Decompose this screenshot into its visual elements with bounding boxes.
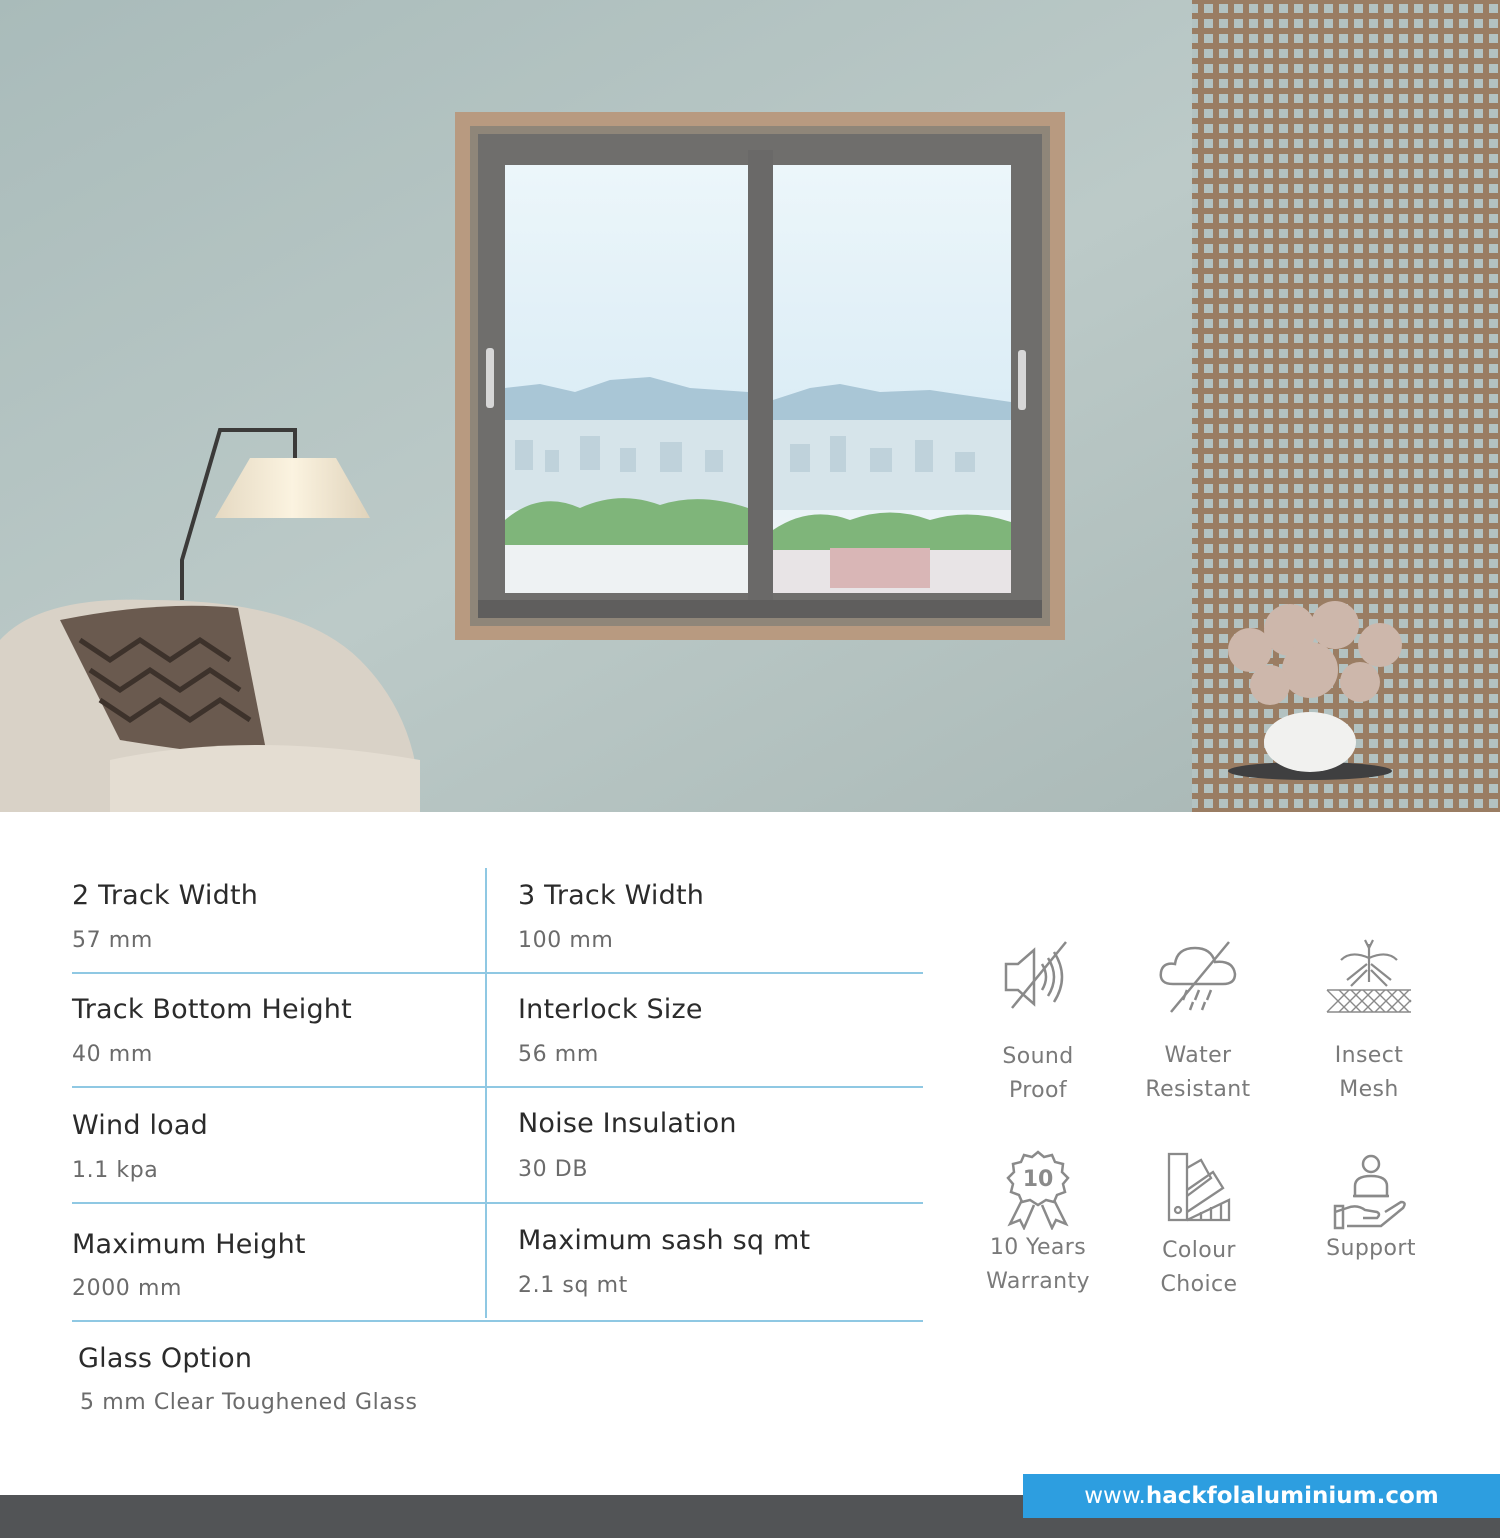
spec-title: Wind load	[72, 1110, 208, 1141]
water-resistant-icon	[1153, 938, 1243, 1016]
feature-label: Proof	[1008, 1078, 1068, 1103]
url-prefix: www.	[1084, 1483, 1146, 1509]
feature-label: Warranty	[986, 1269, 1090, 1294]
support-hand-icon	[1331, 1150, 1411, 1230]
spec-title: 2 Track Width	[72, 880, 259, 911]
feature-label: Insect	[1334, 1043, 1404, 1068]
spec-value: 2.1 sq mt	[518, 1273, 628, 1298]
sound-proof-icon	[996, 938, 1080, 1016]
feature-label: Choice	[1160, 1272, 1238, 1297]
website-url[interactable]	[1023, 1474, 1500, 1518]
spec-value: 2000 mm	[72, 1276, 183, 1301]
feature-sound-proof	[963, 938, 1113, 1108]
feature-insect-mesh	[1294, 936, 1444, 1107]
colour-swatch-icon	[1161, 1150, 1237, 1226]
column-divider	[485, 868, 487, 1318]
spec-value: 1.1 kpa	[72, 1158, 159, 1183]
feature-water-resistant	[1123, 938, 1273, 1107]
vase	[1264, 712, 1356, 772]
spec-value: 40 mm	[72, 1042, 153, 1067]
feature-colour-choice	[1124, 1150, 1274, 1302]
row-divider	[72, 1320, 923, 1322]
spec-value: 56 mm	[518, 1042, 599, 1067]
spec-value: 5 mm Clear Toughened Glass	[80, 1390, 418, 1415]
row-divider	[72, 1086, 923, 1088]
feature-label: Water	[1164, 1043, 1232, 1068]
feature-label: 10 Years	[989, 1235, 1087, 1260]
spec-title: 3 Track Width	[518, 880, 705, 911]
spec-title: Noise Insulation	[518, 1108, 737, 1139]
spec-title: Maximum Height	[72, 1229, 306, 1260]
left-handle	[486, 348, 494, 408]
insect-mesh-icon	[1321, 936, 1417, 1016]
spec-title: Track Bottom Height	[72, 994, 352, 1025]
row-divider	[72, 1202, 923, 1204]
right-handle	[1018, 350, 1026, 410]
spec-value: 57 mm	[72, 928, 153, 953]
feature-support	[1296, 1150, 1446, 1266]
spec-title: Maximum sash sq mt	[518, 1225, 811, 1256]
spec-value: 100 mm	[518, 928, 614, 953]
url-domain: hackfolaluminium.com	[1145, 1483, 1439, 1509]
badge-number: 10	[1022, 1167, 1054, 1192]
feature-label: Resistant	[1145, 1077, 1251, 1102]
feature-label: Sound	[1002, 1044, 1074, 1069]
spec-title: Interlock Size	[518, 994, 703, 1025]
feature-label: Colour	[1162, 1238, 1236, 1263]
feature-label: Support	[1326, 1236, 1416, 1261]
spec-title: Glass Option	[78, 1343, 253, 1374]
spec-value: 30 DB	[518, 1157, 589, 1182]
warranty-badge-icon	[1000, 1148, 1076, 1230]
row-divider	[72, 972, 923, 974]
feature-label: Mesh	[1339, 1077, 1399, 1102]
feature-warranty	[963, 1148, 1113, 1299]
